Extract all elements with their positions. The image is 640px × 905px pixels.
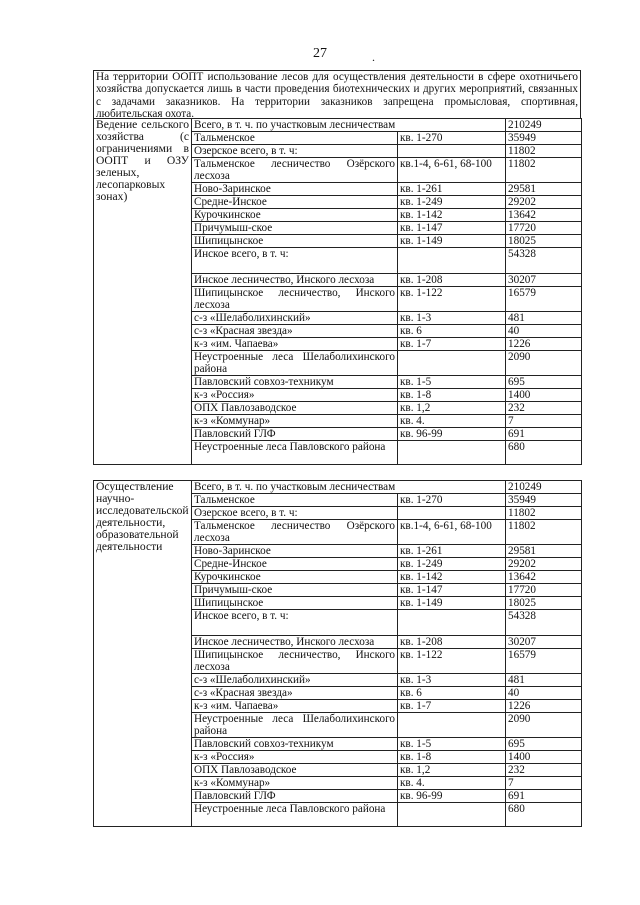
forestry-name: Озерское всего, в т. ч: xyxy=(192,145,398,158)
quarters-cell: кв. 1-261 xyxy=(398,183,506,196)
area-cell: 210249 xyxy=(506,481,582,494)
forestry-name: Инское лесничество, Инского лесхоза xyxy=(192,636,398,649)
area-cell: 17720 xyxy=(506,222,582,235)
forestry-name: Озерское всего, в т. ч: xyxy=(192,507,398,520)
quarters-cell: кв. 96-99 xyxy=(398,790,506,803)
quarters-cell: кв. 1-142 xyxy=(398,209,506,222)
quarters-cell: кв. 1,2 xyxy=(398,402,506,415)
forestry-name: Всего, в т. ч. по участковым лесничествам xyxy=(192,119,506,132)
forestry-name: Неустроенные леса Шелаболихинского района xyxy=(192,351,398,376)
quarters-cell: кв. 1-249 xyxy=(398,558,506,571)
area-cell: 40 xyxy=(506,325,582,338)
quarters-cell xyxy=(398,248,506,274)
area-cell: 232 xyxy=(506,402,582,415)
forestry-name: Причумыш-ское xyxy=(192,584,398,597)
area-cell: 29202 xyxy=(506,558,582,571)
forestry-name: Средне-Инское xyxy=(192,196,398,209)
quarters-cell xyxy=(398,610,506,636)
area-cell: 35949 xyxy=(506,494,582,507)
forestry-name: Причумыш-ское xyxy=(192,222,398,235)
forestry-name: Тальменское лесничество Озёрского лесхоза xyxy=(192,520,398,545)
area-cell: 1400 xyxy=(506,751,582,764)
quarters-cell xyxy=(398,507,506,520)
forestry-name: Павловский совхоз-техникум xyxy=(192,376,398,389)
area-cell: 30207 xyxy=(506,274,582,287)
forestry-name: к-з «Коммунар» xyxy=(192,777,398,790)
table-row xyxy=(94,119,582,132)
forestry-name: Шипицынское лесничество, Инского лесхоза xyxy=(192,649,398,674)
area-cell: 13642 xyxy=(506,209,582,222)
forestry-name: Всего, в т. ч. по участковым лесничествам xyxy=(192,481,506,494)
area-cell: 11802 xyxy=(506,158,582,183)
area-cell: 695 xyxy=(506,376,582,389)
area-cell: 1400 xyxy=(506,389,582,402)
area-cell: 13642 xyxy=(506,571,582,584)
forestry-name: Тальменское лесничество Озёрского лесхоза xyxy=(192,158,398,183)
quarters-cell: кв. 1-149 xyxy=(398,597,506,610)
forestry-name: Неустроенные леса Павловского района xyxy=(192,441,398,465)
category-cell: Ведение сельского хозяйства (с ограничениями в ООПТ и ОЗУ зеленых, лесопарковых зонах) xyxy=(94,119,192,465)
quarters-cell xyxy=(398,351,506,376)
forestry-name: Средне-Инское xyxy=(192,558,398,571)
quarters-cell: кв. 1-270 xyxy=(398,494,506,507)
quarters-cell: кв. 1-208 xyxy=(398,636,506,649)
quarters-cell: кв. 1-147 xyxy=(398,222,506,235)
forestry-name: Ново-Заринское xyxy=(192,545,398,558)
forestry-name: Инское всего, в т. ч: xyxy=(192,610,398,636)
table-row xyxy=(94,481,582,494)
area-cell: 11802 xyxy=(506,145,582,158)
area-cell: 680 xyxy=(506,803,582,827)
quarters-cell: кв. 1-149 xyxy=(398,235,506,248)
forestry-name: Неустроенные леса Шелаболихинского района xyxy=(192,713,398,738)
quarters-cell: кв. 1-270 xyxy=(398,132,506,145)
forestry-name: Тальменское xyxy=(192,132,398,145)
area-cell: 7 xyxy=(506,777,582,790)
forestry-name: Тальменское xyxy=(192,494,398,507)
area-cell: 11802 xyxy=(506,507,582,520)
quarters-cell: кв. 1,2 xyxy=(398,764,506,777)
area-cell: 18025 xyxy=(506,235,582,248)
intro-paragraph: На территории ООПТ использование лесов для осуществления деятельности в сфере охотничьего хозяйства допускается лишь в части проведения биотехнических и других мероприятий, связанных с задачами заказников. На территории заказников запрещена промысловая, спортивная, любительская охота. xyxy=(93,70,581,118)
area-cell: 481 xyxy=(506,674,582,687)
quarters-cell: кв. 1-122 xyxy=(398,287,506,312)
quarters-cell xyxy=(398,803,506,827)
area-cell: 35949 xyxy=(506,132,582,145)
quarters-cell: кв. 1-8 xyxy=(398,389,506,402)
area-cell: 18025 xyxy=(506,597,582,610)
forestry-name: Шипицынское xyxy=(192,235,398,248)
quarters-cell: кв. 1-122 xyxy=(398,649,506,674)
area-cell: 54328 xyxy=(506,248,582,274)
forestry-name: ОПХ Павлозаводское xyxy=(192,764,398,777)
section-table-agriculture xyxy=(93,118,582,465)
area-cell: 7 xyxy=(506,415,582,428)
area-cell: 16579 xyxy=(506,287,582,312)
forestry-name: с-з «Шелаболихинский» xyxy=(192,674,398,687)
forestry-name: Курочкинское xyxy=(192,209,398,222)
forestry-name: к-з «им. Чапаева» xyxy=(192,338,398,351)
quarters-cell: кв.1-4, 6-61, 68-100 xyxy=(398,520,506,545)
area-cell: 54328 xyxy=(506,610,582,636)
forestry-name: Ново-Заринское xyxy=(192,183,398,196)
area-cell: 695 xyxy=(506,738,582,751)
page-mark: . xyxy=(372,50,375,64)
quarters-cell xyxy=(398,145,506,158)
area-cell: 30207 xyxy=(506,636,582,649)
forestry-name: Инское всего, в т. ч: xyxy=(192,248,398,274)
quarters-cell: кв. 1-3 xyxy=(398,312,506,325)
quarters-cell: кв. 6 xyxy=(398,687,506,700)
quarters-cell: кв. 1-3 xyxy=(398,674,506,687)
forestry-name: Павловский совхоз-техникум xyxy=(192,738,398,751)
area-cell: 16579 xyxy=(506,649,582,674)
area-cell: 17720 xyxy=(506,584,582,597)
quarters-cell xyxy=(398,441,506,465)
area-cell: 29581 xyxy=(506,183,582,196)
area-cell: 29581 xyxy=(506,545,582,558)
forestry-name: к-з «им. Чапаева» xyxy=(192,700,398,713)
quarters-cell: кв. 4. xyxy=(398,777,506,790)
forestry-name: к-з «Россия» xyxy=(192,751,398,764)
quarters-cell: кв. 1-147 xyxy=(398,584,506,597)
quarters-cell: кв. 1-5 xyxy=(398,738,506,751)
area-cell: 1226 xyxy=(506,700,582,713)
forestry-name: с-з «Красная звезда» xyxy=(192,325,398,338)
quarters-cell: кв. 1-5 xyxy=(398,376,506,389)
forestry-name: с-з «Красная звезда» xyxy=(192,687,398,700)
area-cell: 2090 xyxy=(506,713,582,738)
forestry-name: Шипицынское лесничество, Инского лесхоза xyxy=(192,287,398,312)
area-cell: 29202 xyxy=(506,196,582,209)
category-cell: Осуществление научно-исследовательской деятельности, образовательной деятельности xyxy=(94,481,192,827)
forestry-name: Курочкинское xyxy=(192,571,398,584)
forestry-name: Инское лесничество, Инского лесхоза xyxy=(192,274,398,287)
quarters-cell: кв. 1-208 xyxy=(398,274,506,287)
quarters-cell: кв. 1-8 xyxy=(398,751,506,764)
area-cell: 40 xyxy=(506,687,582,700)
quarters-cell: кв. 96-99 xyxy=(398,428,506,441)
quarters-cell: кв. 6 xyxy=(398,325,506,338)
quarters-cell: кв. 4. xyxy=(398,415,506,428)
forestry-name: Неустроенные леса Павловского района xyxy=(192,803,398,827)
quarters-cell: кв. 1-7 xyxy=(398,700,506,713)
area-cell: 481 xyxy=(506,312,582,325)
forestry-name: к-з «Коммунар» xyxy=(192,415,398,428)
section-table-research xyxy=(93,480,582,827)
area-cell: 11802 xyxy=(506,520,582,545)
quarters-cell: кв. 1-7 xyxy=(398,338,506,351)
area-cell: 691 xyxy=(506,428,582,441)
area-cell: 1226 xyxy=(506,338,582,351)
area-cell: 210249 xyxy=(506,119,582,132)
quarters-cell: кв. 1-261 xyxy=(398,545,506,558)
page-number: 27 xyxy=(313,46,327,61)
area-cell: 232 xyxy=(506,764,582,777)
forestry-name: Павловский ГЛФ xyxy=(192,428,398,441)
forestry-name: к-з «Россия» xyxy=(192,389,398,402)
quarters-cell xyxy=(398,713,506,738)
forestry-name: Павловский ГЛФ xyxy=(192,790,398,803)
area-cell: 2090 xyxy=(506,351,582,376)
forestry-name: ОПХ Павлозаводское xyxy=(192,402,398,415)
forestry-name: с-з «Шелаболихинский» xyxy=(192,312,398,325)
area-cell: 691 xyxy=(506,790,582,803)
quarters-cell: кв. 1-249 xyxy=(398,196,506,209)
quarters-cell: кв.1-4, 6-61, 68-100 xyxy=(398,158,506,183)
forestry-name: Шипицынское xyxy=(192,597,398,610)
area-cell: 680 xyxy=(506,441,582,465)
quarters-cell: кв. 1-142 xyxy=(398,571,506,584)
